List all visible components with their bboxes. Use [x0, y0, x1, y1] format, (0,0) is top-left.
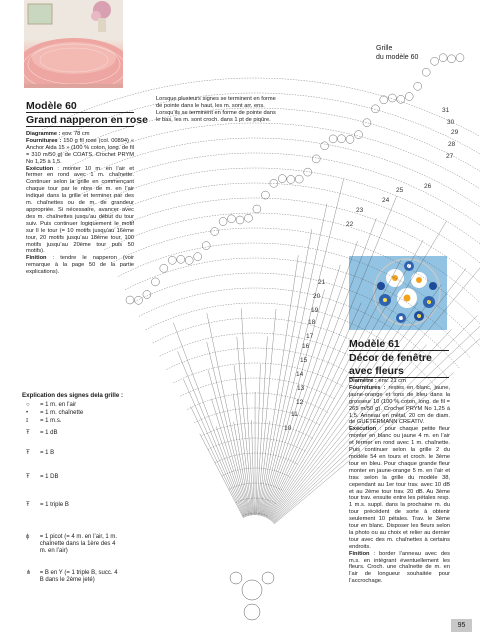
legend-text: = 1 m. chaînette — [40, 410, 84, 416]
chart-picot — [245, 214, 253, 222]
chart-stitch — [216, 426, 247, 516]
chart-loop — [230, 572, 242, 584]
row-number: 25 — [396, 187, 404, 194]
paragraph — [349, 378, 450, 385]
legend-symbol: ○ — [26, 402, 30, 408]
row-number: 11 — [291, 411, 298, 418]
chart-row-arc — [104, 213, 480, 329]
chart-picot — [177, 255, 185, 263]
chart-picot — [160, 264, 168, 272]
chart-picot — [321, 142, 329, 150]
model61-description — [349, 378, 450, 585]
chart-row-arc — [160, 333, 358, 360]
paragraph — [26, 138, 134, 166]
row-number: 30 — [447, 119, 455, 126]
chart-row-arc — [208, 438, 306, 452]
chart-picot — [363, 119, 371, 127]
chart-picot — [228, 215, 236, 223]
paragraph-text: env. 21 cm — [376, 378, 406, 384]
row-number: 29 — [451, 129, 459, 136]
chart-picot — [135, 296, 143, 304]
row-number: 15 — [300, 357, 308, 364]
chart-row-arc — [97, 198, 480, 320]
row-number: 26 — [424, 183, 432, 190]
paragraph-text: : monter 10 m. en l’air et fermer en rond avec 1 m. chaînette. Continuer selon la grille en commençant chaque tour par le nbre de m. en l’air indiqué dans la grille et terminer par des m. chaînettes ou de m. de grandeur appropriée. Si nécessaire, avancer avec des m. chaînettes jusqu’au début du tour suiv. Puis continuer logiquement le motif sur ll le tour (= 10 motifs jusqu’au 16ème tour, 20 motifs jusqu’au 18ème tour, 100 motifs jusqu’au 20ème tour puis 50 motifs). — [26, 165, 134, 255]
model60-name: Grand napperon en rose — [26, 114, 148, 126]
legend-item — [26, 570, 118, 584]
chart-picot — [143, 291, 151, 299]
chart-row-arc — [201, 423, 313, 439]
legend-text: = 1 triple B — [40, 502, 69, 508]
row-number: 24 — [382, 197, 390, 204]
chart-row-arc — [173, 363, 343, 387]
grid-label-line1: Grille — [376, 45, 393, 52]
legend-text: = 1 dB — [40, 430, 58, 436]
paragraph — [349, 385, 450, 426]
chart-stitch — [257, 336, 268, 515]
chart-row-arc — [180, 378, 335, 400]
chart-row-arc — [153, 318, 366, 347]
chart-stitch — [260, 229, 312, 515]
chart-loop — [242, 580, 262, 600]
divider — [26, 112, 134, 113]
row-number: 23 — [356, 207, 364, 214]
chart-row-arc — [111, 228, 480, 339]
paragraph — [26, 166, 134, 256]
legend-item — [26, 502, 118, 509]
paragraph-text: : pour chaque petite fleur monter en blanc ou jaune 4 m. en l’air et fermer en rond avec 1 m. chaînette. Puis continuer selon la grille 2 du modèle 54 en tours et croch. le 3ème tour en bleu. Pour chaque grande fleur monter en jaune-orange 5 m. en l’air et trav. selon la grille du modèle 38, cependant au 1er tour trav. avec 10 dB et au 2ème tour trav. 20 dB. Au 3ème tour trav. ensuite entre les pétales resp. 1 m.s. suppl. dans la prochaine m. du tour précédent de sorte à obtenir seulement 10 pétales. Trav. le 3ème tour en blanc. Disposer les fleurs selon la photo ou au choix et relier au dernier tour avec des m. chaînettes à certains endroits. — [349, 426, 450, 550]
row-number: 12 — [296, 399, 304, 406]
row-number: 31 — [442, 107, 450, 114]
row-number: 19 — [311, 307, 319, 314]
grid-label-line2: du modèle 60 — [376, 54, 419, 61]
chart-stitch — [173, 323, 246, 517]
row-number: 21 — [318, 279, 326, 286]
paragraph — [349, 426, 450, 550]
chart-picot — [448, 55, 456, 63]
paragraph — [26, 255, 134, 276]
paragraph-text: env. 78 cm — [60, 131, 90, 137]
chart-stitch — [252, 420, 255, 515]
legend-text: = B en Y (= 1 triple B, succ. 4 B dans le 2ème jeté) — [39, 570, 118, 583]
chart-picot — [287, 175, 295, 183]
row-number: 14 — [296, 371, 304, 378]
paragraph-label: Diamètre : — [349, 378, 377, 384]
paragraph-text: 150 g fil rose (col. 00894) « Anchor Aida 15 » (100 % coton, long. de fil = 310 m/50 g) de COATS. Crochet PRYM No 1,25 à 1,5. — [26, 137, 134, 165]
paragraph-text: restes en blanc, jaune, jaune-orange et tons de bleu dans la grosseur 10 (100 % coton, long. de fil = 265 m/50 g). Crochet PRYM No 1,25 à 1,5. Anneau en métal, 20 cm de diam. de GUETERMANN CREATIV. — [349, 384, 450, 426]
row-number: 13 — [297, 385, 305, 392]
chart-picot — [202, 242, 210, 250]
chart-loop — [244, 604, 260, 620]
paragraph — [349, 551, 450, 586]
chart-stitch — [208, 370, 248, 516]
legend-text: = 1 m. en l’air — [40, 402, 77, 408]
chart-picot — [355, 131, 363, 139]
chart-picot — [422, 68, 430, 76]
paragraph-label: Fournitures : — [349, 384, 386, 391]
row-number: 22 — [346, 221, 354, 228]
row-number: 10 — [284, 425, 292, 432]
chart-stitch — [263, 241, 358, 516]
chart-note: Lorsque plusieurs signes se terminent en forme de pointe dans le haut, les m. sont arr. ens. Lorsqu’ils se terminent en forme de pointe dans le bas, les m. sont croch. dans 1 pt de piqûre. — [156, 96, 276, 123]
legend-item — [26, 418, 118, 425]
chart-stitch — [259, 255, 299, 515]
chart-picot — [219, 218, 227, 226]
row-number: 27 — [446, 153, 454, 160]
paragraph-label: Fournitures : — [26, 137, 62, 144]
legend-item — [26, 410, 118, 417]
chart-picot — [405, 93, 413, 101]
model61-name: Décor de fenêtre avec fleurs — [349, 352, 432, 377]
paragraph-label: Exécution — [26, 165, 54, 172]
chart-picot — [439, 54, 447, 62]
chart-picot — [253, 205, 261, 213]
chart-picot — [295, 175, 303, 183]
paragraph-label: Finition — [26, 255, 47, 262]
chart-picot — [304, 168, 312, 176]
paragraph — [26, 131, 134, 138]
paragraph-label: Diagramme : — [26, 131, 61, 137]
row-number: 18 — [308, 319, 316, 326]
paragraph-text: : tendre le napperon (voir remarque à la page 50 de la partie explications). — [26, 255, 134, 276]
legend-symbol: Ŧ — [26, 474, 30, 480]
paragraph-label: Exécution — [349, 426, 377, 433]
chart-picot — [431, 57, 439, 65]
paragraph-text: : border l’anneau avec des m.s. en intégrant éventuellement les fleurs. Croch. une chaînette de m. en l’air de longueur souhaitée pour l’accrochage. — [349, 550, 450, 585]
chart-stitch — [200, 434, 244, 518]
chart-loop — [262, 572, 274, 584]
legend-symbol: ɪ — [26, 418, 29, 424]
chart-picot — [346, 135, 354, 143]
chart-stitch — [256, 364, 261, 515]
row-number: 17 — [306, 333, 314, 340]
legend-text: = 1 m.s. — [40, 418, 62, 424]
chart-picot — [236, 216, 244, 224]
legend-item — [26, 534, 118, 555]
legend-item — [26, 474, 118, 481]
chart-picot — [211, 228, 219, 236]
row-number: 20 — [313, 293, 321, 300]
legend-symbol: Ŧ — [26, 502, 30, 508]
legend-symbol: • — [26, 410, 29, 416]
row-number: 16 — [302, 343, 310, 350]
chart-picot — [151, 278, 159, 286]
model60-description — [26, 131, 134, 276]
legend-item — [26, 450, 118, 457]
chart-picot — [380, 96, 388, 104]
chart-row-arc — [77, 153, 480, 291]
legend-title: Explication des signes dela grille : — [22, 392, 124, 399]
chart-picot — [168, 256, 176, 264]
chart-stitch — [234, 422, 251, 516]
chart-picot — [194, 253, 202, 261]
legend-symbol: ⋔ — [26, 570, 32, 576]
legend-item — [26, 430, 118, 437]
chart-picot — [185, 256, 193, 264]
row-number: 28 — [448, 141, 456, 148]
legend-text: = 1 B — [40, 450, 55, 456]
chart-picot — [126, 296, 134, 304]
model61-number: Modèle 61 — [349, 338, 400, 350]
legend-symbol: ϕ — [26, 534, 30, 540]
chart-row-arc — [118, 243, 480, 349]
chart-picot — [397, 95, 405, 103]
chart-stitch — [211, 399, 247, 516]
chart-row-arc — [84, 168, 480, 300]
chart-picot — [312, 155, 320, 163]
paragraph-label: Finition — [349, 550, 370, 557]
chart-picot — [261, 191, 269, 199]
chart-picot — [329, 135, 337, 143]
legend-text: = 1 picot (= 4 m. en l’air, 1 m. chaînette dans la 1ère des 4 m. en l’air) — [39, 534, 118, 554]
model60-number: Modèle 60 — [26, 100, 77, 112]
chart-picot — [456, 54, 464, 62]
legend-item — [26, 402, 118, 409]
legend-symbol: Ŧ — [26, 450, 30, 456]
chart-row-arc — [187, 393, 328, 413]
divider — [26, 126, 134, 127]
page-number: 95 — [451, 619, 472, 632]
legend-text: = 1 DB — [40, 474, 59, 480]
chart-row-arc — [194, 408, 321, 426]
legend-symbol: Ŧ — [26, 430, 30, 436]
chart-row-arc — [167, 348, 351, 374]
grid-label — [376, 44, 418, 62]
chart-picot — [338, 135, 346, 143]
chart-picot — [414, 82, 422, 90]
chart-picot — [278, 175, 286, 183]
chart-row-arc — [215, 453, 298, 465]
divider — [349, 350, 449, 351]
